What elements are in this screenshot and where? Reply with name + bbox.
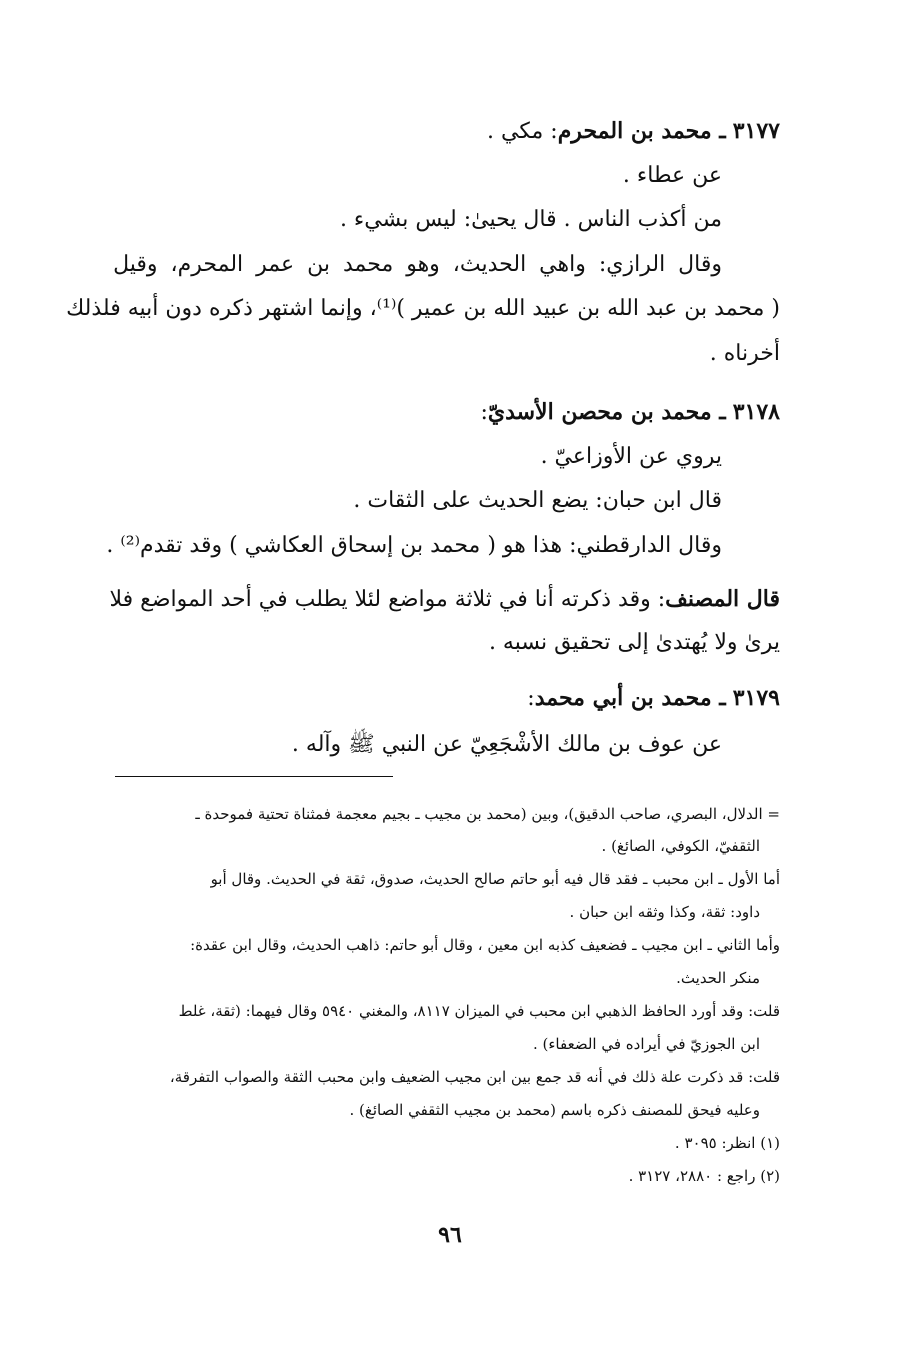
author-note-text: : وقد ذكرته أنا في ثلاثة مواضع لئلا يطلب في أحد المواضع فلا [109,587,666,612]
entry-line: عن عوف بن مالك الأشْجَعِيّ عن النبي ﷺ وآله . [291,732,722,757]
entry-heading-tail: : [527,686,535,711]
entry-line: يروي عن الأوزاعيّ . [540,444,722,469]
entry-line: وقال الرازي: واهي الحديث، وهو محمد بن عمر المحرم، وقيل [113,252,722,277]
entry-line: من أكذب الناس . قال يحيىٰ: ليس بشيء . [339,207,722,232]
author-note-label: قال المصنف [665,586,780,612]
author-note [109,584,780,615]
entry-line: ( محمد بن عبد الله بن عبيد الله بن عمير )⁽¹⁾، وإنما اشتهر ذكره دون أبيه فلذلك [66,296,780,321]
entry-line: وقال الدارقطني: هذا هو ( محمد بن إسحاق العكاشي ) وقد تقدم⁽²⁾ . [106,533,722,558]
entry-line: قال ابن حبان: يضع الحديث على الثقات . [353,488,722,513]
footnote-line: = الدلال، البصري، صاحب الدقيق)، وبين (محمد بن مجيب ـ بجيم معجمة فمثناة تحتية فموحدة ـ [195,805,780,823]
page-number: ٩٦ [438,1222,462,1248]
entry-line: عن عطاء . [622,163,722,188]
footnote-line: وعليه فيحق للمصنف ذكره باسم (محمد بن مجيب الثقفي الصائغ) . [349,1101,760,1119]
entry-heading-3179 [527,683,780,714]
entry-heading-3177 [487,116,780,147]
entry-heading-tail: : مكي . [487,119,558,144]
footnote-line: أما الأول ـ ابن محبب ـ فقد قال فيه أبو حاتم صالح الحديث، صدوق، ثقة في الحديث. وقال أبو [210,870,780,888]
footnote-ref-1: (١) انظر: ٣٠٩٥ . [674,1134,780,1152]
entry-number: ٣١٧٧ [732,118,780,144]
footnote-line: منكر الحديث. [676,969,760,987]
entry-line: أخرناه . [709,341,780,366]
footnote-line: قلت: قد ذكرت علة ذلك في أنه قد جمع بين ابن مجيب الضعيف وابن محبب الثقة والصواب التفرقة، [169,1068,780,1086]
author-note-line: يرىٰ ولا يُهتدىٰ إلى تحقيق نسبه . [488,630,780,655]
entry-name: ـ محمد بن محصن الأسديّ [487,399,726,425]
footnote-line: وأما الثاني ـ ابن مجيب ـ فضعيف كذبه ابن معين ، وقال أبو حاتم: ذاهب الحديث، وقال ابن عقدة: [190,936,780,954]
footnote-line: الثقفيّ، الكوفي، الصائغ) . [601,837,760,855]
entry-heading-tail: : [480,400,488,425]
entry-number: ٣١٧٩ [732,685,780,711]
entry-heading-3178 [480,397,780,428]
footnote-line: داود: ثقة، وكذا وثقه ابن حبان . [569,903,760,921]
entry-name: ـ محمد بن المحرم [557,118,726,144]
footnote-line: ابن الجوزيّ في أيراده في الضعفاء) . [532,1035,760,1053]
entry-number: ٣١٧٨ [732,399,780,425]
footnote-ref-2: (٢) راجع : ٢٨٨٠، ٣١٢٧ . [628,1167,780,1185]
footnote-separator [115,776,393,777]
footnote-line: قلت: وقد أورد الحافظ الذهبي ابن محبب في الميزان ٨١١٧، والمغني ٥٩٤٠ وقال فيهما: (ثقة، غلط [178,1002,780,1020]
entry-name: ـ محمد بن أبي محمد [534,685,726,711]
